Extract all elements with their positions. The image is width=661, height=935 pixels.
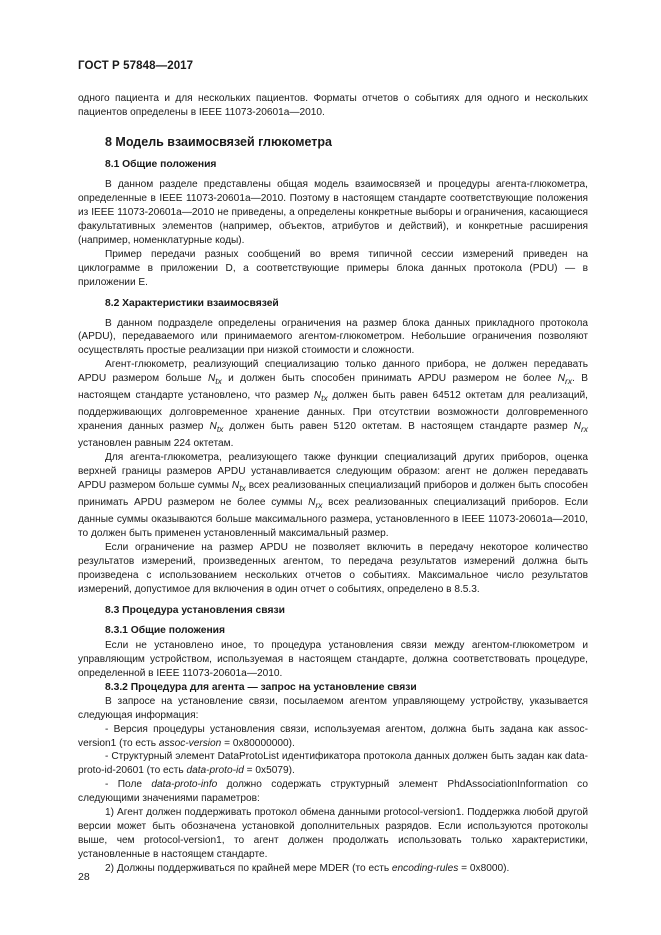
text-run: должно содержать структурный элемент PhdAssociationInformation со следующими значениями параметров: (78, 779, 588, 805)
text-run-italic: encoding-rules (391, 863, 459, 875)
section-8-3-1-title: 8.3.1 Общие положения (105, 624, 225, 636)
text-run: Для агента-глюкометра, реализующего также функции специализаций других приборов, оценка верхней границы размеров APDU устанавливается следующим образом: агент не должен передавать APDU размером больше суммы (78, 452, 588, 492)
text-run: должен быть равен 5120 октетам. В настоящем стандарте размер (223, 421, 574, 433)
section-8-1-paragraph-2: Пример передачи разных сообщений во время типичной сессии измерений приведен на циклограмме в приложении D, а соответствующие примеры блока данных протокола (PDU) — в приложении E. (78, 248, 588, 288)
text-run: всех реализованных специализаций приборов и должен быть способен принимать APDU размером не более суммы (78, 480, 588, 509)
numbered-item: 1) Агент должен поддерживать протокол обмена данными protocol-version1. Поддержка любой другой версии может быть обозначена установкой дополнительных разрядов. Если используются протоколы выше, чем protocol-version1, то агент должен продолжать использовать только характеристики, установленные в настоящем стандарте. (78, 807, 588, 861)
section-8-3-2-paragraph-1: В запросе на установление связи, посылаемом агентом управляющему устройству, указывается следующая информация: (78, 695, 588, 721)
symbol-rx: rx (580, 424, 588, 435)
text-run: 2) Должны поддерживаться по крайней мере MDER (то есть (105, 863, 392, 875)
section-8-2-paragraph-4: Если ограничение на размер APDU не позволяет включить в передачу некоторое количество результатов измерений, произведенных агентом, то передача результатов измерений должна быть произведена с использованием нескольких отчетов о событиях. Максимальное число результатов измерений, допустимое для включения в один отчет о событиях, определено в 8.5.3. (78, 541, 588, 595)
section-8-2-paragraph-3 (78, 451, 588, 541)
page-number: 28 (78, 871, 90, 883)
text-run: - Структурный элемент DataProtoList идентификатора протокола данных должен быть задан как data-proto-id-20601 (то есть (78, 751, 588, 777)
text-run: - Версия процедуры установления связи, используемая агентом, должна быть задана как assoc-version1 (то есть (78, 723, 588, 749)
text-run-italic: assoc-version (158, 737, 222, 749)
symbol-tx: tx (215, 376, 222, 387)
section-8-1-title: 8.1 Общие положения (105, 158, 217, 170)
list-item (78, 778, 588, 806)
text-run: всех реализованных специализаций приборов. Если данные суммы оказываются больше максимального размера, установленного в IEEE 11073-20601a—2010, то должен быть применен установленный максимальный размер. (78, 497, 588, 540)
text-run: = 0x80000000). (221, 737, 295, 749)
section-8-2-paragraph-2 (78, 358, 588, 451)
text-run: - Поле (105, 779, 152, 791)
text-run-italic: data-proto-id (186, 765, 244, 777)
text-run: = 0x8000). (458, 863, 510, 875)
intro-paragraph: одного пациента и для нескольких пациентов. Форматы отчетов о событиях для одного и нескольких пациентов определены в IEEE 11073-20601a—2010. (78, 93, 588, 118)
text-run: Агент-глюкометр, реализующий специализацию только данного прибора, не должен передавать APDU размером больше (78, 359, 588, 385)
text-run: установлен равным 224 октетам. (78, 438, 234, 450)
list-item (78, 723, 588, 751)
text-run: должен быть равен 64512 октетам для реализаций, поддерживающих долговременное хранение данных. При отсутствии возможности долговременного хранения данных размер (78, 390, 588, 433)
text-run: . В настоящем стандарте установлено, что размер (78, 373, 588, 402)
symbol-tx: tx (216, 424, 224, 435)
text-run: и должен быть способен принимать APDU размером не более (221, 373, 558, 385)
section-8-2-title: 8.2 Характеристики взаимосвязей (105, 297, 279, 309)
symbol-tx: tx (321, 393, 328, 404)
section-8-1-paragraph-1: В данном разделе представлены общая модель взаимосвязей и процедуры агента-глюкометра, определенные в IEEE 11073-20601a—2010. Поэтому в настоящем стандарте соответствующие положения из IEEE 11073-20601a—2010 не приведены, а определены конкретные выборы и ограничения, касающиеся факультативных элементов (например, объектов, атрибутов и действий), и конкретные расширения (например, номенклатурные коды). (78, 178, 588, 246)
section-8-3-2-title: 8.3.2 Процедура для агента — запрос на установление связи (105, 681, 417, 693)
section-8-title: 8 Модель взаимосвязей глюкометра (105, 134, 332, 149)
symbol-n: N (573, 421, 581, 433)
symbol-tx: tx (239, 483, 246, 494)
text-run: = 0x5079). (243, 765, 295, 777)
symbol-rx: rx (565, 376, 573, 387)
symbol-n: N (207, 373, 216, 385)
document-header: ГОСТ Р 57848—2017 (78, 60, 194, 72)
symbol-n: N (557, 373, 566, 385)
numbered-item (78, 862, 588, 876)
symbol-rx: rx (315, 500, 323, 511)
text-run-italic: data-proto-info (151, 779, 218, 791)
symbol-n: N (308, 497, 316, 509)
document-body (78, 92, 588, 876)
list-item (78, 750, 588, 778)
symbol-n: N (209, 421, 217, 433)
section-8-3-1-paragraph-1: Если не установлено иное, то процедура установления связи между агентом-глюкометром и управляющим устройством, используемая в настоящем стандарте, должна соответствовать процедуре, определенной в IEEE 11073-20601a—2010. (78, 639, 588, 679)
symbol-n: N (313, 390, 322, 402)
section-8-2-paragraph-1: В данном подразделе определены ограничения на размер блока данных прикладного протокола (APDU), передаваемого или принимаемого агентом-глюкометром. Небольшие ограничения позволяют осуществлять простые реализации при низкой стоимости и сложности. (78, 317, 588, 357)
symbol-n: N (231, 480, 240, 492)
section-8-3-title: 8.3 Процедура установления связи (105, 604, 285, 616)
